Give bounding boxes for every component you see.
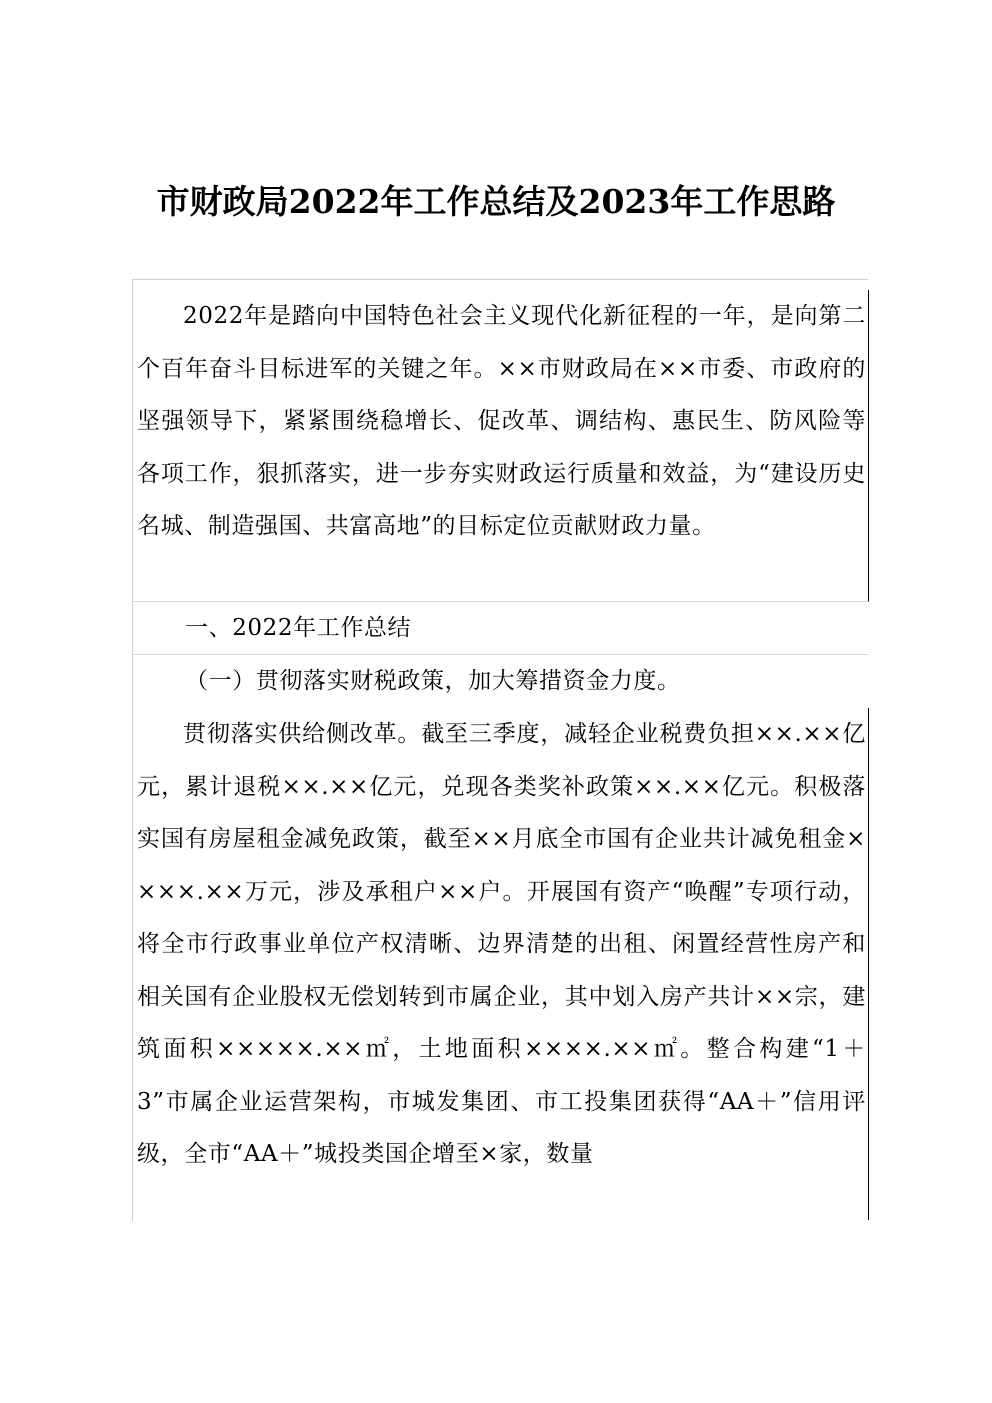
section-heading-block xyxy=(133,602,869,655)
body-paragraph: 贯彻落实供给侧改革。截至三季度，减轻企业税费负担××.××亿元，累计退税××.××亿元，兑现各类奖补政策××.××亿元。积极落实国有房屋租金减免政策，截至××月底全市国有企业共计减免租金××××.××万元，涉及承租户××户。开展国有资产“唤醒”专项行动，将全市行政事业单位产权清晰、边界清楚的出租、闲置经营性房产和相关国有企业股权无偿划转到市属企业，其中划入房产共计××宗，建筑面积×××××.××㎡，土地面积××××.××㎡。整合构建“1＋3”市属企业运营架构，市城发集团、市工投集团获得“AA＋”信用评级，全市“AA＋”城投类国企增至×家，数量 xyxy=(137,721,866,1167)
body-block xyxy=(133,708,869,1220)
document-title: 市财政局2022年工作总结及2023年工作思路 xyxy=(156,182,836,221)
subsection-heading-block xyxy=(133,655,869,708)
intro-paragraph: 2022年是踏向中国特色社会主义现代化新征程的一年，是向第二个百年奋斗目标进军的关键之年。××市财政局在××市委、市政府的坚强领导下，紧紧围绕稳增长、促改革、调结构、惠民生、防风险等各项工作，狠抓落实，进一步夯实财政运行质量和效益，为“建设历史名城、制造强国、共富高地”的目标定位贡献财政力量。 xyxy=(137,303,866,539)
intro-block xyxy=(133,290,869,602)
subsection-heading: （一）贯彻落实财税政策，加大筹措资金力度。 xyxy=(185,668,681,694)
section-heading: 一、2022年工作总结 xyxy=(185,615,412,641)
content-frame xyxy=(132,279,868,1221)
